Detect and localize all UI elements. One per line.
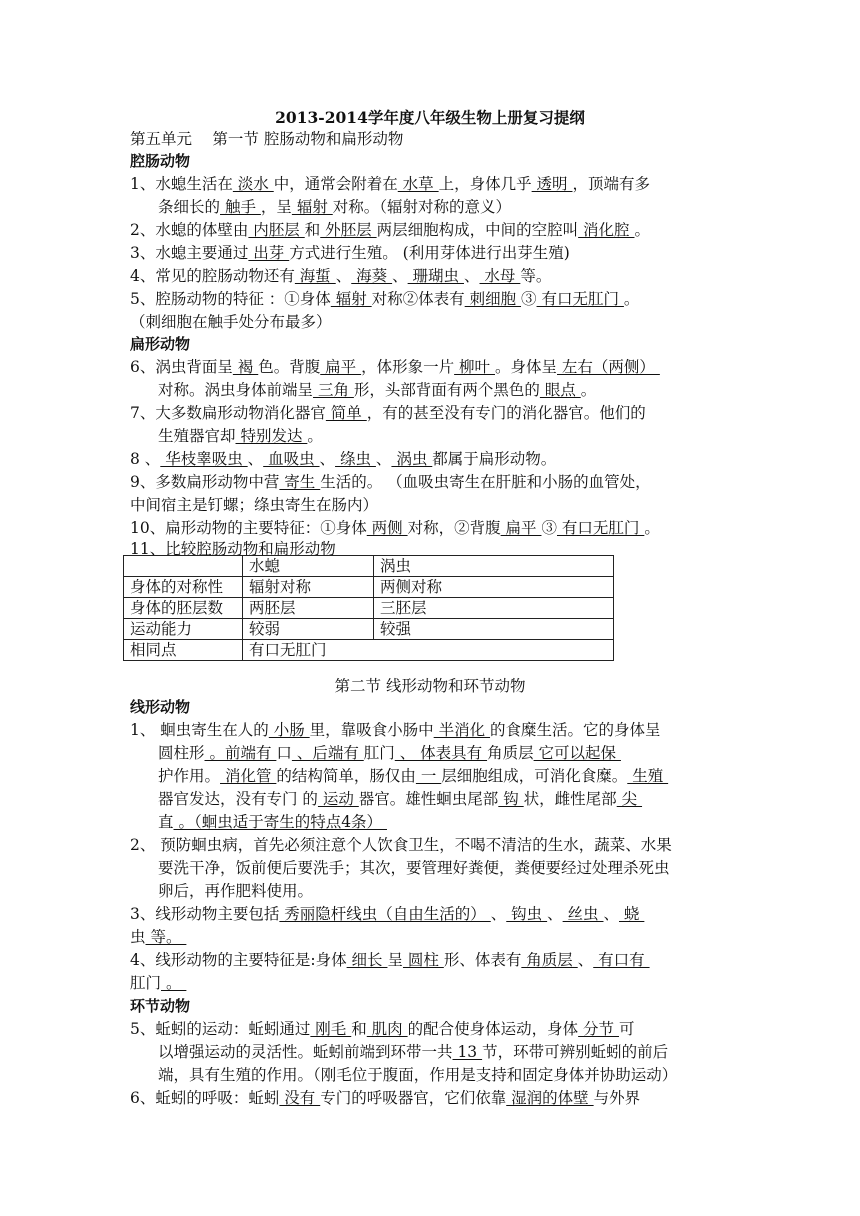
answer-blank: 钩	[498, 790, 524, 808]
answer-blank: 消化腔	[578, 221, 635, 239]
line-text: 的结构简单，肠仅由	[276, 767, 416, 785]
line-text: 。	[580, 381, 597, 399]
answer-blank: 触手	[220, 198, 261, 216]
answer-blank: 三角	[313, 381, 354, 399]
line-text: 2、水螅的体壁由	[130, 221, 249, 239]
line-text: 口	[276, 744, 292, 762]
line: 卵后，再作肥料使用。	[158, 882, 314, 900]
answer-blank: 特别发达	[235, 427, 308, 445]
answer-blank: 消化管	[220, 767, 277, 785]
line-text: 1、 蛔虫寄生在人的	[130, 721, 269, 739]
comparison-table	[123, 555, 614, 661]
line	[158, 789, 758, 809]
table-cell: 辐射对称	[243, 577, 374, 598]
line-text: 9、多数扁形动物中营	[130, 473, 280, 491]
answer-blank: 有口无肛门	[536, 290, 624, 308]
answer-blank: 辐射	[330, 290, 372, 308]
line	[130, 927, 730, 947]
answer-blank: 半消化	[433, 721, 491, 739]
line	[130, 720, 730, 740]
line-text: 4、线形动物的主要特征是:身体	[130, 951, 347, 969]
answer-blank: 肌肉	[366, 1020, 408, 1038]
table-row	[124, 619, 614, 640]
line-text: 、	[247, 450, 264, 468]
table-row	[124, 577, 614, 598]
answer-blank: 血吸虫	[263, 450, 320, 468]
answer-blank: 内胚层	[248, 221, 305, 239]
answer-blank: 左右（两侧）	[557, 358, 660, 376]
answer-blank: 珊瑚虫	[407, 267, 464, 285]
line	[158, 766, 758, 786]
line-text: 的食糜生活。它的身体呈	[490, 721, 661, 739]
line-text: 和	[304, 221, 321, 239]
table-cell: 身体的对称性	[124, 577, 243, 598]
line-text: 呈	[387, 951, 403, 969]
line-text: 以增强运动的灵活性。蚯蚓前端到环带一共	[158, 1043, 453, 1061]
line	[130, 904, 730, 924]
answer-blank: 圆柱	[402, 951, 444, 969]
answer-blank: 褐	[232, 358, 259, 376]
line: （刺细胞在触手处分布最多）	[130, 313, 332, 331]
line-text: 里，靠吸食小肠中	[309, 721, 434, 739]
answer-blank: 丝虫	[562, 905, 604, 923]
line-text: 7、大多数扁形动物消化器官	[130, 404, 326, 422]
line-text: 与外界	[593, 1089, 641, 1107]
line-text: 、	[392, 267, 408, 285]
line-text: 节，环带可辨别蚯蚓的前后	[482, 1043, 669, 1061]
answer-blank: 柳叶	[454, 358, 495, 376]
line-text: 的配合使身体运动，身体	[407, 1020, 579, 1038]
table-cell: 三胚层	[374, 598, 614, 619]
line-text: ，呈	[260, 198, 292, 216]
answer-blank: 简单	[325, 404, 367, 422]
line	[158, 812, 758, 832]
answer-blank: 生殖	[627, 767, 669, 785]
line-text: 生活的。 （血吸虫寄生在肝脏和小肠的血管处，	[320, 473, 651, 491]
line-text: 和	[351, 1020, 367, 1038]
line-text: 3、水螅主要通过	[130, 244, 249, 262]
line-text: ，有的甚至没有专门的消化器官。他们的	[366, 404, 646, 422]
line-text: 中，通常会附着在	[273, 175, 398, 193]
line	[130, 472, 730, 492]
answer-blank: 分节	[578, 1020, 619, 1038]
answer-blank: 小肠	[268, 721, 310, 739]
line: 11、比较腔肠动物和扁形动物	[130, 540, 336, 558]
line	[130, 518, 730, 538]
line-text: 、	[335, 267, 352, 285]
line-text: 4、常见的腔肠动物还有	[130, 267, 295, 285]
answer-blank: 眼点	[539, 381, 581, 399]
line-text: 、	[463, 267, 480, 285]
table-cell: 水螅	[243, 556, 374, 577]
answer-blank: 湿润的体壁	[506, 1089, 594, 1107]
line	[130, 449, 730, 469]
line-text: 、	[603, 905, 619, 923]
line-text: 色。背腹	[258, 358, 321, 376]
answer-blank: 、后端有	[291, 744, 364, 762]
answer-blank: 辐射	[291, 198, 333, 216]
line	[158, 743, 758, 763]
answer-blank: 刺细胞	[464, 290, 522, 308]
answer-blank: 透明	[531, 175, 573, 193]
answer-blank: 秀丽隐杆线虫（自由生活的）	[279, 905, 491, 923]
document-title: 2013-2014学年度八年级生物上册复习提纲	[275, 108, 585, 127]
line	[130, 174, 730, 194]
line-text: 可	[618, 1020, 635, 1038]
answer-blank: 水草	[397, 175, 439, 193]
line	[158, 197, 758, 217]
line-text: 两层细胞构成，中间的空腔叫	[376, 221, 579, 239]
line	[130, 403, 730, 423]
line-text: 、	[547, 905, 563, 923]
answer-blank: 钩虫	[506, 905, 548, 923]
answer-blank: 没有	[279, 1089, 321, 1107]
line-text: 器官。雄性蛔虫尾部	[358, 790, 499, 808]
answer-blank: 寄生	[279, 473, 321, 491]
line	[130, 266, 730, 286]
table-cell: 两侧对称	[374, 577, 614, 598]
line-text: ③	[521, 290, 537, 308]
line-text: 对称②体表有	[371, 290, 465, 308]
line-text: 对称。（辐射对称的意义）	[332, 198, 512, 216]
answer-blank: 它可以起保	[533, 744, 621, 762]
line-text: 上，身体几乎	[438, 175, 532, 193]
table-cell: 较强	[374, 619, 614, 640]
answer-blank: 海蜇	[294, 267, 336, 285]
line	[158, 426, 758, 446]
line-text: ③	[541, 519, 557, 537]
answer-blank: 绦虫	[335, 450, 376, 468]
line-text: 圆柱形	[158, 744, 205, 762]
line-text: 都属于扁形动物。	[432, 450, 557, 468]
line-text: 方式进行生殖。 (利用芽体进行出芽生殖)	[289, 244, 570, 262]
line-text: 。身体呈	[494, 358, 557, 376]
answer-blank: 有口无肛门	[556, 519, 645, 537]
answer-blank: 角质层	[521, 951, 578, 969]
line	[130, 1088, 730, 1108]
section-heading-flatworm: 扁形动物	[130, 335, 191, 353]
line	[130, 950, 730, 970]
table-cell: 身体的胚层数	[124, 598, 243, 619]
line-text: 6、涡虫背面呈	[130, 358, 233, 376]
line-text: 、	[577, 951, 594, 969]
line-text: 10、扁形动物的主要特征：①身体	[130, 519, 367, 537]
line: 端，具有生殖的作用。（刚毛位于腹面，作用是支持和固定身体并协助运动）	[158, 1066, 678, 1084]
table-cell: 有口无肛门	[243, 640, 614, 661]
answer-blank: 刚毛	[310, 1020, 352, 1038]
answer-blank: 扁平	[320, 358, 362, 376]
unit-heading: 第五单元 第一节 腔肠动物和扁形动物	[130, 130, 404, 148]
line-text: ，顶端有多	[572, 175, 650, 193]
answer-blank: 细长	[346, 951, 388, 969]
answer-blank: 运动	[317, 790, 359, 808]
line-text: 肛门	[363, 744, 395, 762]
line-text: 。	[623, 290, 640, 308]
answer-blank: 、 体表具有	[394, 744, 488, 762]
answer-blank: 尖	[616, 790, 643, 808]
line-text: 层细胞组成，可消化食糜。	[441, 767, 628, 785]
line-text: 形，头部背面有两个黑色的	[353, 381, 540, 399]
line: 要洗干净，饭前便后要洗手；其次，要管理好粪便，粪便要经过处理杀死虫	[158, 859, 670, 877]
line	[130, 973, 730, 993]
line-text: 。	[634, 221, 650, 239]
line-text: 护作用。	[158, 767, 221, 785]
answer-blank: 。（蛔虫适于寄生的特点4条）	[173, 813, 387, 831]
line-text: 8 、	[130, 450, 161, 468]
answer-blank: 等。	[145, 928, 187, 946]
line-text: 。	[644, 519, 660, 537]
table-cell	[124, 556, 243, 577]
line-text: 、	[490, 905, 507, 923]
answer-blank: 有口有	[593, 951, 650, 969]
answer-blank: 水母	[479, 267, 521, 285]
line	[130, 220, 730, 240]
section-heading-annelid: 环节动物	[130, 997, 191, 1015]
table-cell: 较弱	[243, 619, 374, 640]
line-text: 、	[319, 450, 336, 468]
table-cell: 两胚层	[243, 598, 374, 619]
line-text: 5、蚯蚓的运动：蚯蚓通过	[130, 1020, 311, 1038]
line-text: 虫	[130, 928, 146, 946]
line	[158, 1042, 758, 1062]
line-text: 专门的呼吸器官，它们依靠	[320, 1089, 507, 1107]
answer-blank: 淡水	[232, 175, 274, 193]
table-row	[124, 598, 614, 619]
line: 2、 预防蛔虫病，首先必须注意个人饮食卫生，不喝不清洁的生水，蔬菜、水果	[130, 836, 672, 854]
line-text: 1、水螅生活在	[130, 175, 233, 193]
section-heading-cnidaria: 腔肠动物	[130, 152, 191, 170]
line-text: 3、线形动物主要包括	[130, 905, 280, 923]
line-text: 生殖器官却	[158, 427, 236, 445]
line-text: 肛门	[130, 974, 162, 992]
line-text: 、	[375, 450, 392, 468]
line-text: 5、腔肠动物的特征 ：①身体	[130, 290, 331, 308]
line-text: 等。	[520, 267, 552, 285]
line-text: 6、蚯蚓的呼吸：蚯蚓	[130, 1089, 280, 1107]
line	[130, 243, 730, 263]
table-cell: 运动能力	[124, 619, 243, 640]
answer-blank: 。	[161, 974, 187, 992]
section-heading-nematode: 线形动物	[130, 698, 191, 716]
table-cell: 涡虫	[374, 556, 614, 577]
line-text: 器官发达，没有专门 的	[158, 790, 318, 808]
line	[130, 289, 730, 309]
answer-blank: 扁平	[500, 519, 542, 537]
answer-blank: 。前端有	[204, 744, 277, 762]
line-text: 对称。涡虫身体前端呈	[158, 381, 314, 399]
answer-blank: 蛲	[619, 905, 645, 923]
line-text: 条细长的	[158, 198, 221, 216]
answer-blank: 一	[415, 767, 442, 785]
answer-blank: 涡虫	[391, 450, 433, 468]
line: 中间宿主是钉螺；绦虫寄生在肠内）	[130, 496, 379, 514]
answer-blank: 海葵	[351, 267, 393, 285]
line-text: 角质层	[487, 744, 534, 762]
line	[130, 1019, 730, 1039]
line	[130, 357, 730, 377]
answer-blank: 外胚层	[320, 221, 377, 239]
table-row	[124, 640, 614, 661]
section2-heading: 第二节 线形动物和环节动物	[334, 677, 526, 695]
line-text: 。	[307, 427, 323, 445]
line-text: 对称，②背腹	[407, 519, 501, 537]
line-text: 状，雌性尾部	[523, 790, 617, 808]
table-cell: 相同点	[124, 640, 243, 661]
line	[158, 380, 758, 400]
line-text: ，体形象一片	[361, 358, 455, 376]
line-text: 直	[158, 813, 174, 831]
answer-blank: 13	[452, 1043, 483, 1061]
answer-blank: 出芽	[248, 244, 290, 262]
answer-blank: 两侧	[366, 519, 408, 537]
answer-blank: 华枝睾吸虫	[160, 450, 248, 468]
table-row	[124, 556, 614, 577]
line-text: 形、体表有	[443, 951, 522, 969]
